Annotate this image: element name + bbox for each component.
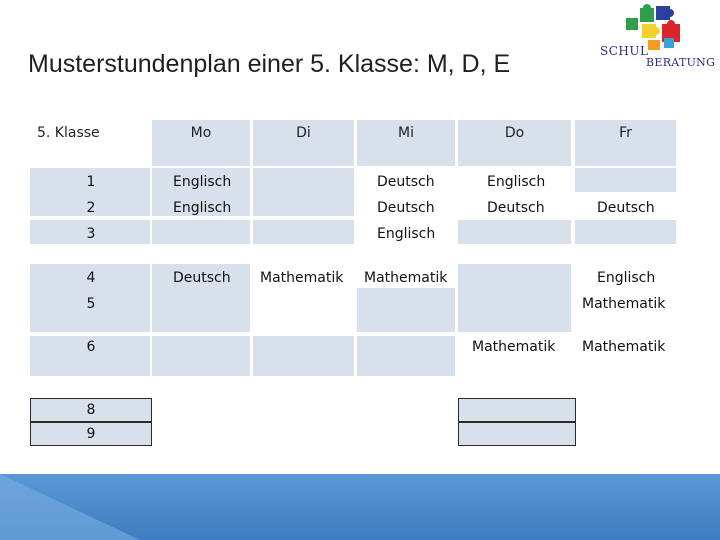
fr-cell-1: [575, 168, 676, 192]
entry-mi-2: Deutsch: [377, 200, 435, 216]
period-label-6: 6: [86, 339, 96, 355]
entry-mo-4: Deutsch: [173, 270, 231, 286]
logo-text-schul: SCHUL: [600, 44, 649, 58]
day-header-mo: Mo: [190, 125, 212, 141]
day-header-di: Di: [296, 125, 311, 141]
do-box-9: [458, 422, 576, 446]
entry-fr-5: Mathematik: [582, 296, 666, 312]
di-cell-3: [253, 220, 354, 244]
period-label-5: 5: [86, 296, 96, 312]
period-label-4: 4: [86, 270, 96, 286]
fr-cell-3: [575, 220, 676, 244]
page-title: Musterstundenplan einer 5. Klasse: M, D, E: [28, 50, 511, 78]
day-header-fr: Fr: [619, 125, 632, 141]
entry-mi-3: Englisch: [377, 226, 436, 242]
entry-mo-1: Englisch: [173, 174, 232, 190]
logo-text-beratung: BERATUNG: [646, 56, 716, 69]
footer-band: [0, 474, 720, 540]
di-cell-1-2: [253, 168, 354, 216]
di-cell-6: [253, 336, 354, 376]
schulberatung-logo: [598, 0, 720, 76]
period-label-2: 2: [86, 200, 96, 216]
period-label-9: 9: [86, 426, 96, 442]
day-header-do: Do: [504, 125, 525, 141]
do-cell-3: [458, 220, 571, 244]
entry-mi-4: Mathematik: [364, 270, 448, 286]
entry-do-6: Mathematik: [472, 339, 556, 355]
do-cell-4-5: [458, 264, 571, 332]
do-box-8: [458, 398, 576, 422]
entry-fr-2: Deutsch: [597, 200, 655, 216]
footer-wedge: [0, 474, 140, 540]
entry-mo-2: Englisch: [173, 200, 232, 216]
mo-cell-3: [152, 220, 250, 244]
period-label-8: 8: [86, 402, 96, 418]
period-label-3: 3: [86, 226, 96, 242]
entry-fr-6: Mathematik: [582, 339, 666, 355]
period-label-1: 1: [86, 174, 96, 190]
entry-di-4: Mathematik: [260, 270, 344, 286]
mi-cell-5: [357, 288, 455, 332]
entry-mi-1: Deutsch: [377, 174, 435, 190]
mi-cell-6: [357, 336, 455, 376]
corner-label: 5. Klasse: [37, 125, 100, 141]
entry-do-1: Englisch: [487, 174, 546, 190]
mo-cell-6: [152, 336, 250, 376]
entry-fr-4: Englisch: [597, 270, 656, 286]
day-header-mi: Mi: [398, 125, 414, 141]
entry-do-2: Deutsch: [487, 200, 545, 216]
